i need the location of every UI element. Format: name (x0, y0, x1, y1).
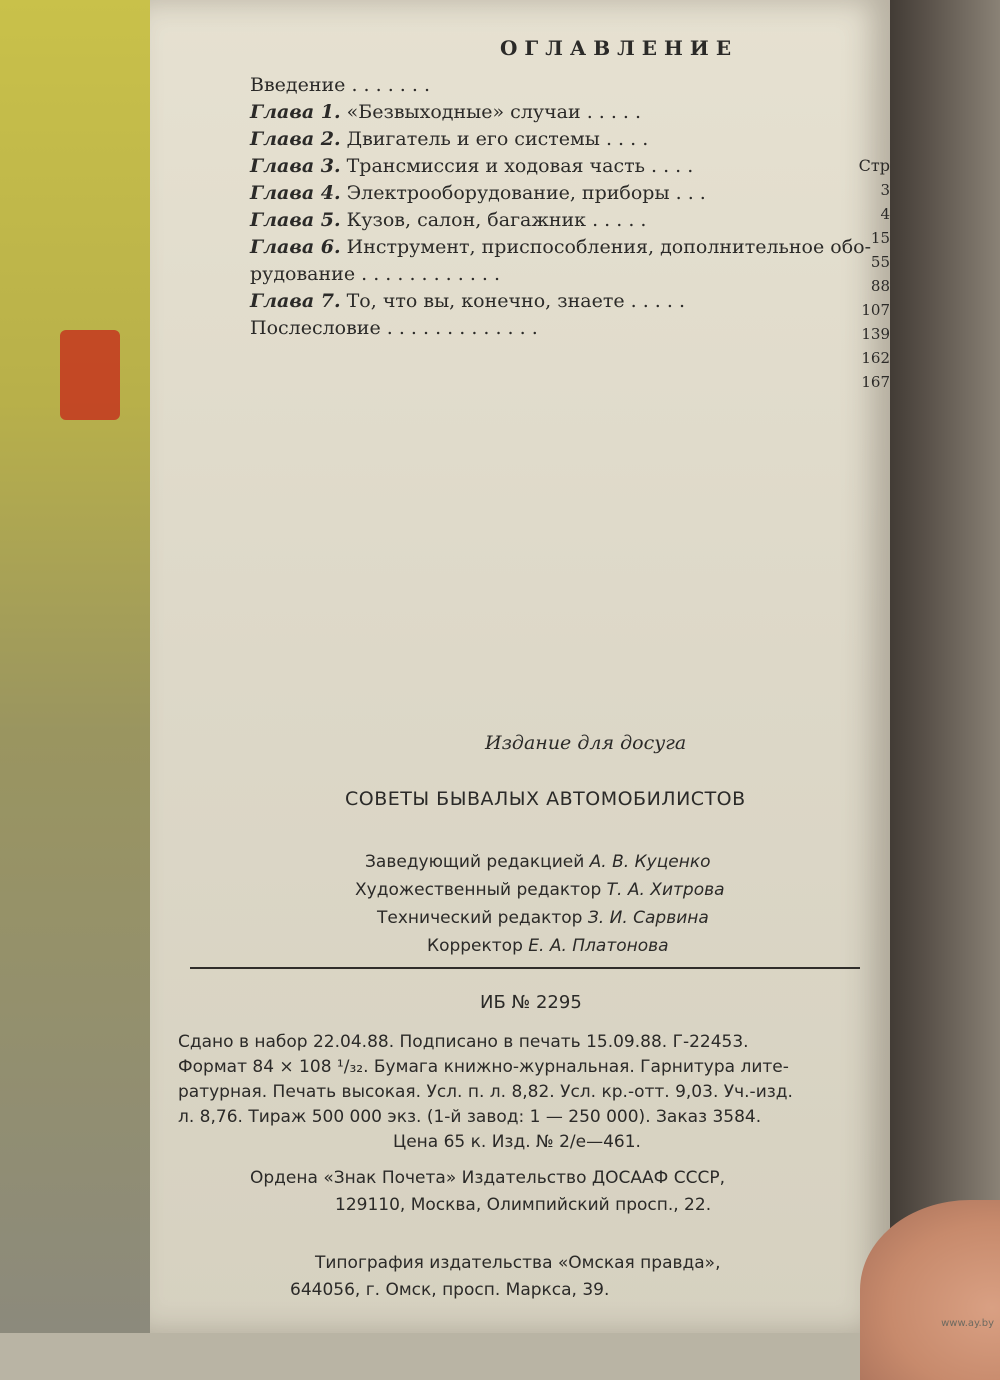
toc-page-number: 162 (861, 349, 890, 367)
background-right-page (880, 0, 1000, 1333)
toc-page-number: 167 (861, 373, 890, 391)
ib-number: ИБ № 2295 (480, 992, 582, 1013)
toc-page-number: 88 (870, 277, 890, 295)
publication-line: Цена 65 к. Изд. № 2/е—461. (393, 1132, 641, 1152)
toc-entry: Глава 3. Трансмиссия и ходовая часть . . . . (250, 155, 694, 177)
toc-page-number: 139 (861, 325, 890, 343)
book-page (150, 0, 890, 1333)
background-left (0, 0, 150, 1333)
toc-pages-header: Стр (858, 156, 890, 175)
credits-list (355, 848, 875, 960)
toc-entry: Глава 7. То, что вы, конечно, знаете . . . . . (250, 290, 685, 312)
toc-page-number: 107 (861, 301, 890, 319)
credit-line: Заведующий редакцией А. В. Куценко (365, 852, 711, 872)
credit-line: Технический редактор З. И. Сарвина (377, 908, 709, 928)
toc-title: ОГЛАВЛЕНИЕ (500, 36, 739, 60)
toc-entry: Глава 5. Кузов, салон, багажник . . . . . (250, 209, 647, 231)
edition-note: Издание для досуга (485, 732, 687, 754)
toc-entry: рудование . . . . . . . . . . . . (250, 263, 501, 285)
background-red-object (60, 330, 120, 420)
publisher-info (250, 1165, 890, 1219)
toc-entry: Введение . . . . . . . (250, 74, 430, 96)
book-title: СОВЕТЫ БЫВАЛЫХ АВТОМОБИЛИСТОВ (345, 788, 746, 810)
divider-rule (190, 967, 860, 969)
publication-line: л. 8,76. Тираж 500 000 экз. (1-й завод: 1 — 250 000). Заказ 3584. (178, 1107, 762, 1127)
publisher-line: 129110, Москва, Олимпийский просп., 22. (335, 1195, 712, 1215)
publisher-line: Ордена «Знак Почета» Издательство ДОСААФ СССР, (250, 1168, 725, 1188)
watermark: www.ay.by (941, 1318, 994, 1329)
publication-line: Сдано в набор 22.04.88. Подписано в печать 15.09.88. Г-22453. (178, 1032, 749, 1052)
publication-line: Формат 84 × 108 ¹/₃₂. Бумага книжно-журнальная. Гарнитура лите- (178, 1057, 789, 1077)
toc-page-number: 3 (880, 181, 890, 199)
toc-page-number: 55 (870, 253, 890, 271)
publication-line: ратурная. Печать высокая. Усл. п. л. 8,82. Усл. кр.-отт. 9,03. Уч.-изд. (178, 1082, 793, 1102)
toc-entry: Послесловие . . . . . . . . . . . . . (250, 317, 538, 339)
credit-line: Корректор Е. А. Платонова (427, 936, 669, 956)
credit-line: Художественный редактор Т. А. Хитрова (355, 880, 725, 900)
toc-page-number: 4 (880, 205, 890, 223)
printer-line: 644056, г. Омск, просп. Маркса, 39. (290, 1280, 610, 1300)
toc-entry: Глава 6. Инструмент, приспособления, дополнительное обо- (250, 236, 872, 258)
publication-details (178, 1030, 878, 1155)
toc-entry: Глава 4. Электрооборудование, приборы . . . (250, 182, 706, 204)
toc-list (250, 72, 890, 342)
printer-line: Типография издательства «Омская правда», (315, 1253, 721, 1273)
toc-page-numbers (856, 154, 890, 394)
printer-info (290, 1250, 890, 1304)
toc-page-number: 15 (870, 229, 890, 247)
toc-entry: Глава 1. «Безвыходные» случаи . . . . . (250, 101, 642, 123)
toc-entry: Глава 2. Двигатель и его системы . . . . (250, 128, 649, 150)
